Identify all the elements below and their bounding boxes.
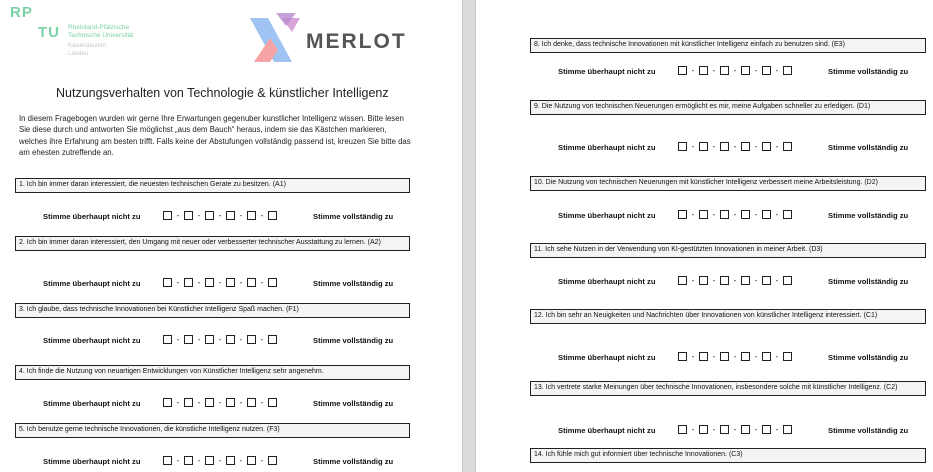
rating-checkbox[interactable] [205, 335, 214, 344]
rating-boxes: - - - - - [678, 210, 792, 219]
rating-checkbox[interactable] [720, 425, 729, 434]
merlot-logo [248, 10, 418, 66]
rating-checkbox[interactable] [163, 335, 172, 344]
rating-checkbox[interactable] [268, 398, 277, 407]
document-page-left [0, 0, 462, 472]
rating-checkbox[interactable] [720, 276, 729, 285]
rating-checkbox[interactable] [268, 335, 277, 344]
rating-boxes: - - - - - [678, 352, 792, 361]
scale-min-label: Stimme überhaupt nicht zu [43, 212, 141, 221]
rating-scale [0, 398, 462, 410]
scale-max-label: Stimme vollständig zu [828, 211, 909, 220]
scale-min-label: Stimme überhaupt nicht zu [43, 399, 141, 408]
rating-checkbox[interactable] [678, 276, 687, 285]
rptu-locations: Kaiserslautern Landau [68, 43, 107, 57]
scale-max-label: Stimme vollständig zu [828, 277, 909, 286]
rating-scale [476, 425, 933, 437]
page-gap [462, 0, 476, 472]
scale-min-label: Stimme überhaupt nicht zu [558, 277, 656, 286]
rptu-logo [10, 4, 160, 66]
page-title: Nutzungsverhalten von Technologie & künstlicher Intelligenz [56, 86, 389, 100]
rating-checkbox[interactable] [205, 278, 214, 287]
rating-checkbox[interactable] [163, 211, 172, 220]
question-box: 11. Ich sehe Nutzen in der Verwendung von KI-gestützten Innovationen in meiner Arbeit. (D3) [530, 243, 926, 258]
rating-scale [476, 142, 933, 154]
question-box: 9. Die Nutzung von technischen Neuerungen ermöglicht es mir, meine Aufgaben schneller zu erledigen. (D1) [530, 100, 926, 115]
rating-checkbox[interactable] [163, 456, 172, 465]
rating-checkbox[interactable] [163, 398, 172, 407]
rating-checkbox[interactable] [741, 210, 750, 219]
document-page-right [476, 0, 933, 472]
rating-scale [0, 211, 462, 223]
scale-max-label: Stimme vollständig zu [828, 67, 909, 76]
rating-checkbox[interactable] [247, 335, 256, 344]
rating-checkbox[interactable] [268, 456, 277, 465]
rating-checkbox[interactable] [762, 210, 771, 219]
rating-scale [0, 456, 462, 468]
rating-checkbox[interactable] [184, 211, 193, 220]
rating-checkbox[interactable] [783, 66, 792, 75]
rating-scale [476, 66, 933, 78]
rating-scale [476, 276, 933, 288]
rating-boxes: - - - - - [678, 142, 792, 151]
merlot-logo-text: MERLOT [306, 30, 407, 53]
rating-checkbox[interactable] [720, 66, 729, 75]
rating-boxes: - - - - - [163, 211, 277, 220]
rating-scale [0, 335, 462, 347]
scale-min-label: Stimme überhaupt nicht zu [558, 67, 656, 76]
rating-checkbox[interactable] [720, 210, 729, 219]
scale-min-label: Stimme überhaupt nicht zu [558, 353, 656, 362]
scale-min-label: Stimme überhaupt nicht zu [43, 457, 141, 466]
rptu-logo-tu: TU [38, 24, 60, 41]
rating-boxes: - - - - - [678, 276, 792, 285]
scale-min-label: Stimme überhaupt nicht zu [43, 336, 141, 345]
rating-checkbox[interactable] [699, 210, 708, 219]
rating-boxes: - - - - - [163, 335, 277, 344]
rating-checkbox[interactable] [226, 456, 235, 465]
question-box: 10. Die Nutzung von technischen Neuerungen mit künstlicher Intelligenz verbessert meine Arbeitsleistung. (D2) [530, 176, 926, 191]
rating-checkbox[interactable] [720, 142, 729, 151]
merlot-logo-icon [248, 10, 308, 66]
rating-checkbox[interactable] [184, 278, 193, 287]
rating-boxes: - - - - - [163, 456, 277, 465]
rating-checkbox[interactable] [741, 142, 750, 151]
rating-checkbox[interactable] [699, 352, 708, 361]
rating-checkbox[interactable] [678, 142, 687, 151]
rating-checkbox[interactable] [783, 352, 792, 361]
rating-checkbox[interactable] [762, 66, 771, 75]
rating-checkbox[interactable] [247, 278, 256, 287]
rating-checkbox[interactable] [678, 66, 687, 75]
rating-boxes: - - - - - [163, 398, 277, 407]
question-box: 14. Ich fühle mich gut informiert über technische Innovationen. (C3) [530, 448, 926, 463]
intro-text: In diesem Fragebogen wurden wir gerne Ihre Erwartungen gegenuber kunstlicher Intelligenz wissen. Bitte lesen Sie diese durch und antworten Sie möglichst „aus dem Bauch“ heraus, indem sie das Kästchen markieren, welches ihre Erfahrung am besten trifft. Falls keine der Abstufungen vollständig passend ist, kreuzen Sie bitte das am ehesten zutreffende an. [19, 114, 411, 158]
rating-boxes: - - - - - [163, 278, 277, 287]
rating-checkbox[interactable] [741, 276, 750, 285]
scale-max-label: Stimme vollständig zu [313, 279, 394, 288]
rating-scale [0, 278, 462, 290]
rating-checkbox[interactable] [699, 425, 708, 434]
rating-checkbox[interactable] [699, 142, 708, 151]
rating-checkbox[interactable] [226, 211, 235, 220]
scale-min-label: Stimme überhaupt nicht zu [558, 426, 656, 435]
rating-checkbox[interactable] [205, 398, 214, 407]
scale-max-label: Stimme vollständig zu [313, 336, 394, 345]
scale-max-label: Stimme vollständig zu [313, 399, 394, 408]
rating-checkbox[interactable] [741, 425, 750, 434]
scale-max-label: Stimme vollständig zu [828, 143, 909, 152]
rating-checkbox[interactable] [783, 276, 792, 285]
rating-boxes: - - - - - [678, 66, 792, 75]
rating-checkbox[interactable] [699, 66, 708, 75]
rating-checkbox[interactable] [268, 278, 277, 287]
rating-checkbox[interactable] [741, 352, 750, 361]
question-box: 5. Ich benutze gerne technische Innovationen, die künstliche Intelligenz nutzen. (F3) [15, 423, 410, 438]
rating-checkbox[interactable] [783, 142, 792, 151]
rating-checkbox[interactable] [184, 398, 193, 407]
scale-min-label: Stimme überhaupt nicht zu [558, 143, 656, 152]
rating-checkbox[interactable] [783, 425, 792, 434]
rating-checkbox[interactable] [226, 278, 235, 287]
rating-checkbox[interactable] [163, 278, 172, 287]
scale-max-label: Stimme vollständig zu [313, 212, 394, 221]
rating-checkbox[interactable] [762, 142, 771, 151]
question-box: 2. Ich bin immer daran interessiert, den Umgang mit neuer oder verbesserter technischer Ausstattung zu lernen. (A2) [15, 236, 410, 251]
rating-scale [476, 210, 933, 222]
rptu-logo-rp: RP [10, 4, 33, 21]
question-box: 12. Ich bin sehr an Neuigkeiten und Nachrichten über Innovationen von künstlicher Intelligenz interessiert. (C1) [530, 309, 926, 324]
rating-checkbox[interactable] [720, 352, 729, 361]
rating-checkbox[interactable] [762, 352, 771, 361]
rating-checkbox[interactable] [205, 211, 214, 220]
rating-checkbox[interactable] [226, 398, 235, 407]
rating-checkbox[interactable] [205, 456, 214, 465]
rating-checkbox[interactable] [247, 456, 256, 465]
question-box: 3. Ich glaube, dass technische Innovationen bei Künstlicher Intelligenz Spaß machen. (F1) [15, 303, 410, 318]
question-box: 13. Ich vertrete starke Meinungen über technische Innovationen, insbesondere solche mit künstlicher Intelligenz. (C2) [530, 381, 926, 396]
rptu-university-name: Rheinland-Pfälzische Technische Universität [68, 24, 134, 39]
rating-checkbox[interactable] [783, 210, 792, 219]
rating-checkbox[interactable] [678, 425, 687, 434]
scale-min-label: Stimme überhaupt nicht zu [558, 211, 656, 220]
rating-checkbox[interactable] [226, 335, 235, 344]
rating-checkbox[interactable] [762, 276, 771, 285]
scale-max-label: Stimme vollständig zu [828, 353, 909, 362]
question-box: 8. Ich denke, dass technische Innovationen mit künstlicher Intelligenz einfach zu benutzen sind. (E3) [530, 38, 926, 53]
rating-checkbox[interactable] [699, 276, 708, 285]
rating-checkbox[interactable] [678, 352, 687, 361]
rating-checkbox[interactable] [247, 398, 256, 407]
rating-checkbox[interactable] [184, 456, 193, 465]
rating-checkbox[interactable] [741, 66, 750, 75]
rating-boxes: - - - - - [678, 425, 792, 434]
rating-scale [476, 352, 933, 364]
rating-checkbox[interactable] [268, 211, 277, 220]
question-box: 4. Ich finde die Nutzung von neuartigen Entwicklungen von Künstlicher Intelligenz sehr angenehm. [15, 365, 410, 380]
question-box: 1. Ich bin immer daran interessiert, die neuesten technischen Gerate zu besitzen. (A1) [15, 178, 410, 193]
rating-checkbox[interactable] [762, 425, 771, 434]
scale-max-label: Stimme vollständig zu [313, 457, 394, 466]
rating-checkbox[interactable] [184, 335, 193, 344]
rating-checkbox[interactable] [678, 210, 687, 219]
scale-min-label: Stimme überhaupt nicht zu [43, 279, 141, 288]
scale-max-label: Stimme vollständig zu [828, 426, 909, 435]
rating-checkbox[interactable] [247, 211, 256, 220]
